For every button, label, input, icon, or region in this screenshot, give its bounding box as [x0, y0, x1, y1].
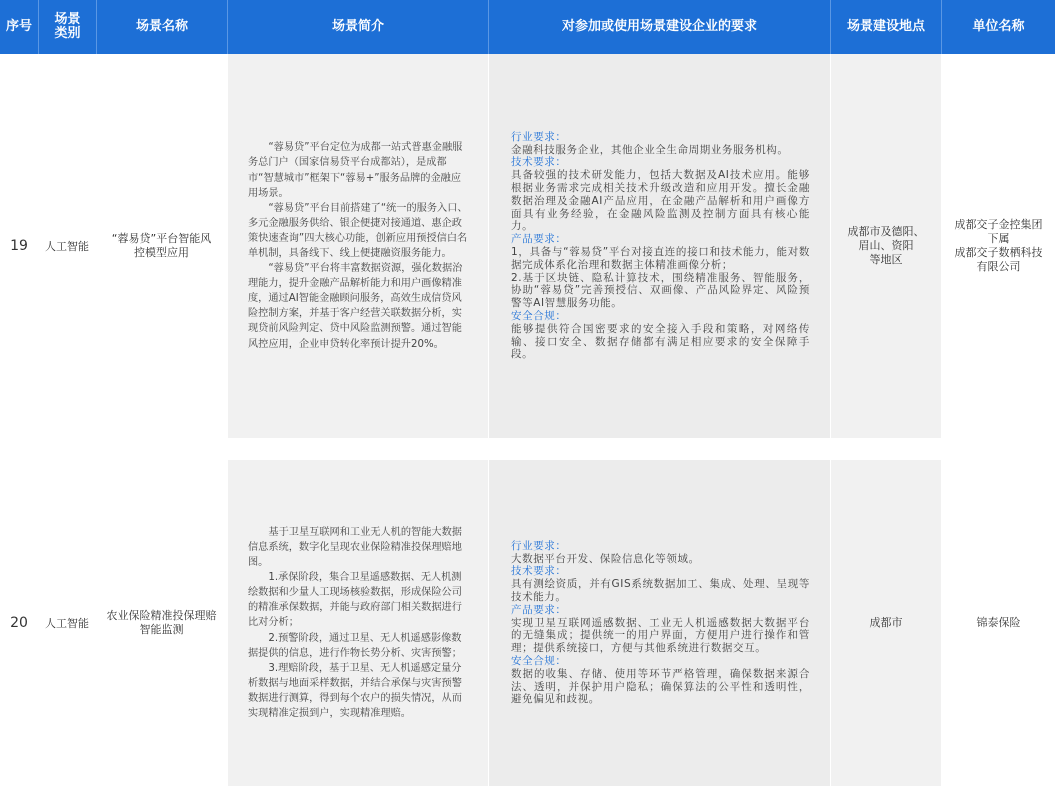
- req-text: 大数据平台开发、保险信息化等领域。: [511, 552, 700, 565]
- req-title-industry: 行业要求：: [511, 130, 567, 143]
- header-location: 场景建设地点: [846, 19, 925, 34]
- intro-paragraph: 基于卫星互联网和工业无人机的智能大数据信息系统，数字化呈现农业保险精准投保理赔地图。: [248, 526, 462, 569]
- row-requirements: [489, 54, 830, 438]
- table-header: [0, 0, 1055, 54]
- row-category: 人工智能: [45, 240, 89, 253]
- row-intro: [228, 54, 488, 438]
- req-title-security: 安全合规：: [511, 309, 567, 322]
- req-title-tech: 技术要求：: [511, 565, 567, 578]
- row-intro: [228, 460, 488, 786]
- req-title-tech: 技术要求：: [511, 156, 567, 169]
- row-unit: 成都交子金控集团 下属 成都交子数栖科技 有限公司: [954, 218, 1043, 273]
- req-title-product: 产品要求：: [511, 603, 567, 616]
- header-category: 场景 类别: [54, 12, 81, 41]
- req-title-product: 产品要求：: [511, 233, 567, 246]
- req-title-security: 安全合规：: [511, 654, 567, 667]
- req-text: 具有测绘资质，并有GIS系统数据加工、集成、处理、呈现等技术能力。: [511, 578, 810, 603]
- row-scenario-name: “蓉易贷”平台智能风 控模型应用: [111, 232, 212, 259]
- req-text: 数据的收集、存储、使用等环节严格管理，确保数据来源合法、透明，并保护用户隐私；确保算法的公平性和透明性，避免偏见和歧视。: [511, 667, 810, 706]
- row-requirements: [489, 460, 830, 786]
- row-scenario-name: 农业保险精准投保理赔 智能监测: [106, 609, 217, 636]
- intro-paragraph: 2.预警阶段，通过卫星、无人机遥感影像数据提供的信息，进行作物长势分析、灾害预警；: [248, 632, 462, 659]
- row-location: 成都市: [831, 460, 941, 786]
- req-text: 实现卫星互联网遥感数据、工业无人机遥感数据大数据平台的无缝集成；提供统一的用户界面，方便用户进行操作和管理；提供系统接口，方便与其他系统进行数据交互。: [511, 616, 810, 655]
- table-row: [0, 54, 1055, 438]
- intro-paragraph: “蓉易贷”平台定位为成都一站式普惠金融服务总门户（国家信易贷平台成都站），是成都市“智慧城市”框架下“蓉易+”服务品牌的金融应用场景。: [248, 142, 463, 199]
- header-name: 场景名称: [135, 19, 188, 34]
- req-text: 金融科技服务企业，其他企业全生命周期业务服务机构。: [511, 143, 789, 156]
- req-text: 1，具备与“蓉易贷”平台对接直连的接口和技术能力，能对数据完成体系化治理和数据主体精准画像分析；: [511, 246, 810, 271]
- row-unit: 锦泰保险: [976, 616, 1021, 629]
- req-text: 2.基于区块链、隐私计算技术，围绕精准服务、智能服务，协助“蓉易贷”完善预授信、双画像、产品风险界定、风险预警等AI智慧服务功能。: [511, 271, 810, 310]
- row-seq: 19: [10, 238, 28, 254]
- header-unit: 单位名称: [972, 19, 1025, 34]
- row-category: 人工智能: [45, 617, 89, 630]
- req-title-industry: 行业要求：: [511, 539, 567, 552]
- row-location: 成都市及德阳、 眉山、资阳 等地区: [831, 54, 941, 438]
- req-text: 具备较强的技术研发能力，包括大数据及AI技术应用。能够根据业务需求完成相关技术升级改造和应用开发。擅长金融数据治理及金融AI产品应用，在金融产品解析和用户画像方面具有业务经验，在金融风险监测及控制方面具有核心能力。: [511, 169, 810, 233]
- intro-paragraph: 1.承保阶段，集合卫星遥感数据、无人机测绘数据和少量人工现场核验数据，形成保险公司的精准承保数据，并能与政府部门相关数据进行比对分析；: [248, 572, 462, 629]
- req-text: 能够提供符合国密要求的安全接入手段和策略，对网络传输、接口安全、数据存储都有满足相应要求的安全保障手段。: [511, 322, 810, 361]
- intro-paragraph: “蓉易贷”平台将丰富数据资源，强化数据治理能力，提升金融产品解析能力和用户画像精准度，通过AI智能金融顾问服务，高效生成信贷风险控制方案，并基于客户经营关联数据分析，实现贷前风险判定、贷中风险监测预警。通过智能风控应用，企业申贷转化率预计提升20%。: [248, 263, 463, 350]
- header-intro: 场景简介: [331, 19, 384, 34]
- intro-paragraph: 3.理赔阶段，基于卫星、无人机遥感定量分析数据与地面采样数据，并结合承保与灾害预警数据进行测算，得到每个农户的损失情况，从而实现精准定损到户，实现精准理赔。: [248, 662, 462, 720]
- intro-paragraph: “蓉易贷”平台目前搭建了“统一的服务入口、多元金融服务供给、银企便捷对接通道、惠企政策快速查询”四大核心功能，创新应用预授信白名单机制，具备线下、线上便捷融资服务能力。: [248, 202, 468, 259]
- header-requirements: 对参加或使用场景建设企业的要求: [561, 19, 757, 34]
- header-seq: 序号: [5, 19, 32, 34]
- table-row: [0, 460, 1055, 786]
- row-seq: 20: [10, 615, 28, 631]
